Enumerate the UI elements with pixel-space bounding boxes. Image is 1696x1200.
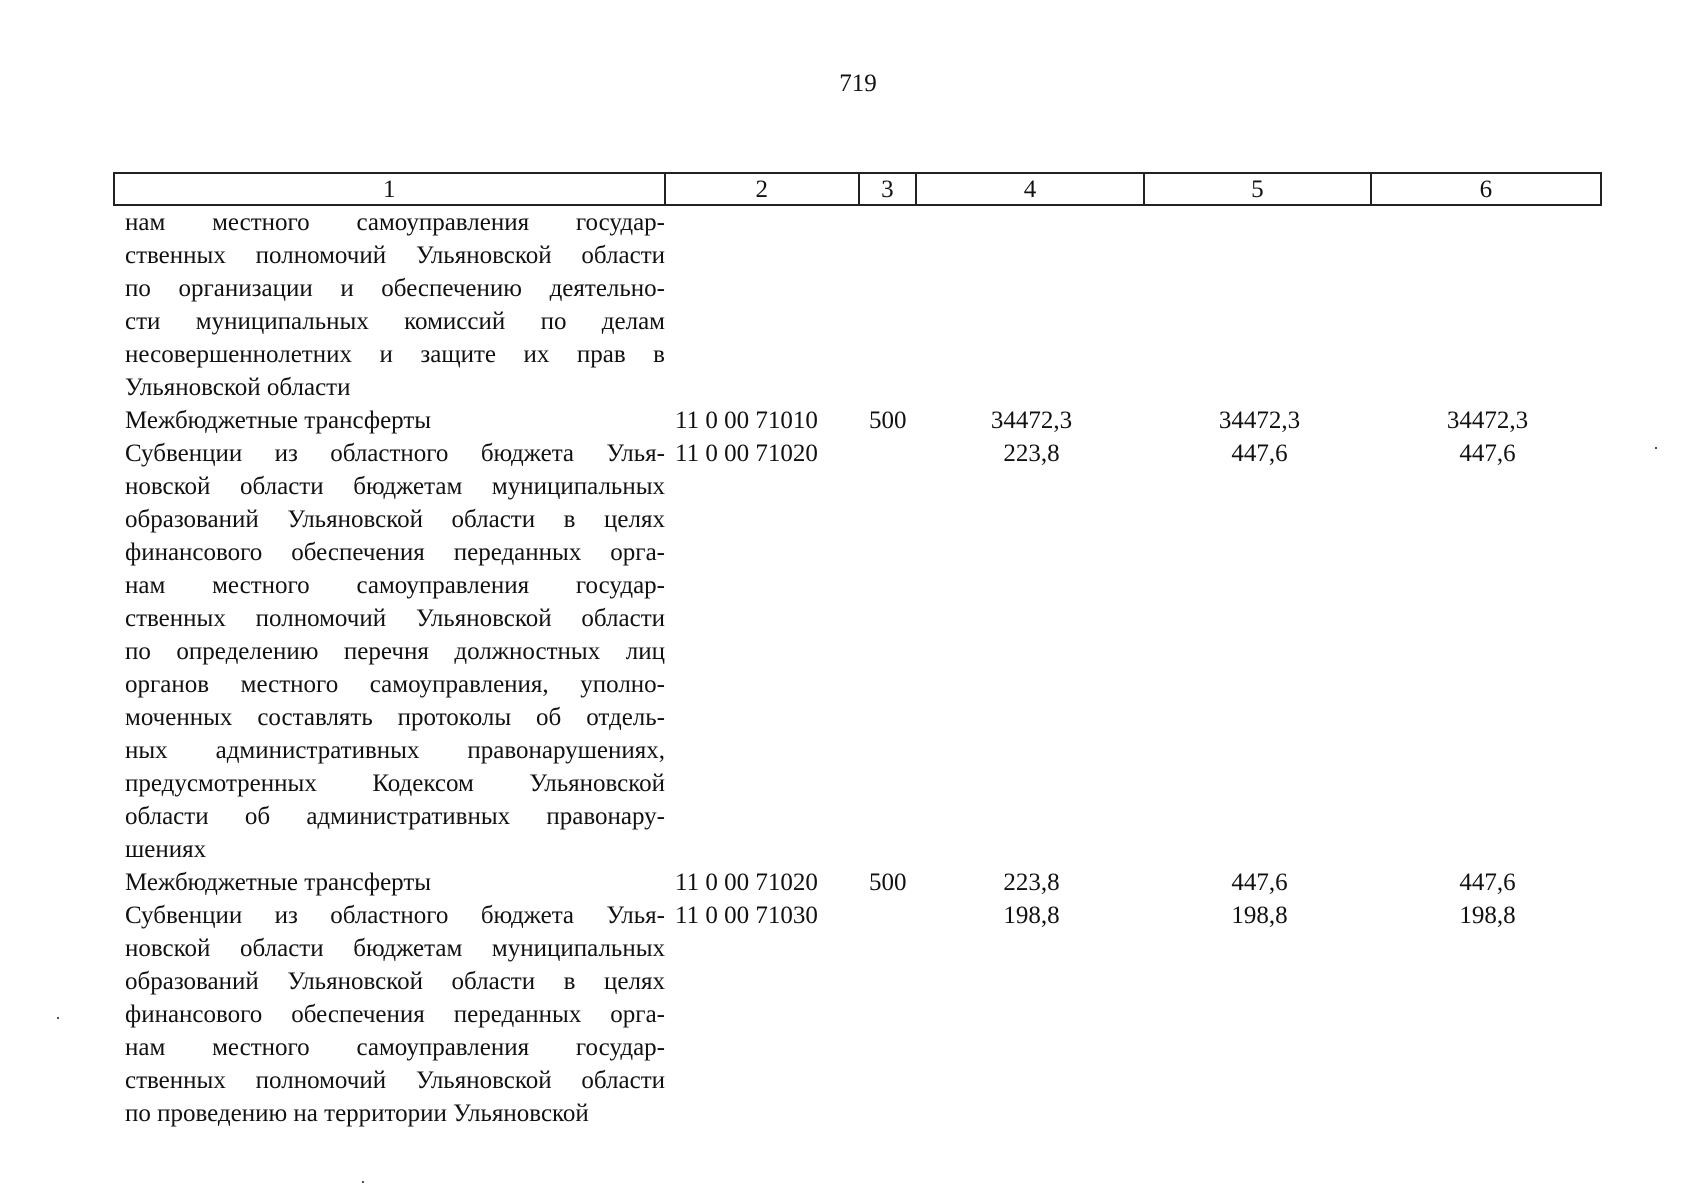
- target-article-code: 11 0 00 71020: [675, 440, 818, 467]
- row-description: [113, 437, 665, 866]
- description-line: сти муниципальных комиссий по делам: [125, 308, 665, 335]
- description-line: нам местного самоуправления государ-: [125, 1034, 665, 1061]
- description-line: моченных составлять протоколы об отдель-: [125, 704, 665, 731]
- amount-col-4: 198,8: [1003, 902, 1060, 929]
- description-line: по организации и обеспечению деятельно-: [125, 275, 665, 302]
- row-description: [113, 206, 665, 404]
- table-row: [113, 404, 1602, 437]
- scan-speck: ·: [360, 1172, 366, 1192]
- expense-type-code: 500: [869, 869, 907, 896]
- table-body: [113, 206, 1602, 1130]
- table-row: [113, 899, 1602, 1130]
- scan-speck: ·: [1653, 438, 1659, 458]
- description-line: ственных полномочий Ульяновской области: [125, 605, 665, 632]
- target-article-code: 11 0 00 71030: [675, 902, 818, 929]
- amount-col-6: 447,6: [1459, 869, 1516, 896]
- description-line: Межбюджетные трансферты: [125, 407, 432, 434]
- table-row: [113, 866, 1602, 899]
- amount-col-4: 223,8: [1003, 440, 1060, 467]
- amount-col-4: 34472,3: [990, 407, 1073, 434]
- description-line: ственных полномочий Ульяновской области: [125, 242, 665, 269]
- page-number: 719: [839, 70, 877, 97]
- description-line: области об административных правонару-: [125, 803, 665, 830]
- target-article-code: 11 0 00 71010: [675, 407, 818, 434]
- row-description: [113, 899, 665, 1130]
- amount-col-4: [917, 206, 1146, 404]
- description-line: нам местного самоуправления государ-: [125, 572, 665, 599]
- amount-col-5: 34472,3: [1218, 407, 1301, 434]
- description-line: образований Ульяновской области в целях: [125, 506, 665, 533]
- description-line: новской области бюджетам муниципальных: [125, 935, 665, 962]
- table-row: [113, 437, 1602, 866]
- header-col-1: 1: [115, 174, 666, 204]
- scan-speck: ·: [55, 1008, 61, 1028]
- amount-col-6: 198,8: [1459, 902, 1516, 929]
- expense-type-code: [860, 899, 917, 1130]
- description-line: новской области бюджетам муниципальных: [125, 473, 665, 500]
- description-line: финансового обеспечения переданных орга-: [125, 539, 665, 566]
- target-article-code: 11 0 00 71020: [675, 869, 818, 896]
- description-line: ственных полномочий Ульяновской области: [125, 1067, 665, 1094]
- description-line: Субвенции из областного бюджета Улья-: [125, 902, 665, 929]
- amount-col-6: 447,6: [1459, 440, 1516, 467]
- header-col-2: 2: [666, 174, 860, 204]
- expense-type-code: 500: [869, 407, 907, 434]
- table-header: [113, 172, 1602, 206]
- expense-type-code: [860, 206, 917, 404]
- amount-col-5: 198,8: [1231, 902, 1288, 929]
- description-line: Ульяновской области: [125, 374, 351, 401]
- description-line: по проведению на территории Ульяновской: [125, 1100, 589, 1127]
- description-line: несовершеннолетних и защите их прав в: [125, 341, 665, 368]
- header-col-5: 5: [1145, 174, 1371, 204]
- header-col-3: 3: [860, 174, 917, 204]
- description-line: органов местного самоуправления, уполно-: [125, 671, 665, 698]
- amount-col-5: [1146, 206, 1373, 404]
- description-line: ных административных правонарушениях,: [125, 737, 665, 764]
- description-line: по определению перечня должностных лиц: [125, 638, 665, 665]
- expense-type-code: [860, 437, 917, 866]
- description-line: предусмотренных Кодексом Ульяновской: [125, 770, 665, 797]
- description-line: нам местного самоуправления государ-: [125, 209, 665, 236]
- description-line: финансового обеспечения переданных орга-: [125, 1001, 665, 1028]
- amount-col-5: 447,6: [1231, 869, 1288, 896]
- header-col-4: 4: [917, 174, 1145, 204]
- description-line: Субвенции из областного бюджета Улья-: [125, 440, 665, 467]
- description-line: шениях: [125, 836, 207, 863]
- description-line: образований Ульяновской области в целях: [125, 968, 665, 995]
- target-article-code: [665, 206, 860, 404]
- amount-col-5: 447,6: [1231, 440, 1288, 467]
- header-col-6: 6: [1479, 176, 1493, 203]
- amount-col-6: 34472,3: [1446, 407, 1529, 434]
- row-description: [113, 866, 665, 899]
- table-row: [113, 206, 1602, 404]
- description-line: Межбюджетные трансферты: [125, 869, 432, 896]
- amount-col-4: 223,8: [1003, 869, 1060, 896]
- amount-col-6: [1373, 206, 1602, 404]
- row-description: [113, 404, 665, 437]
